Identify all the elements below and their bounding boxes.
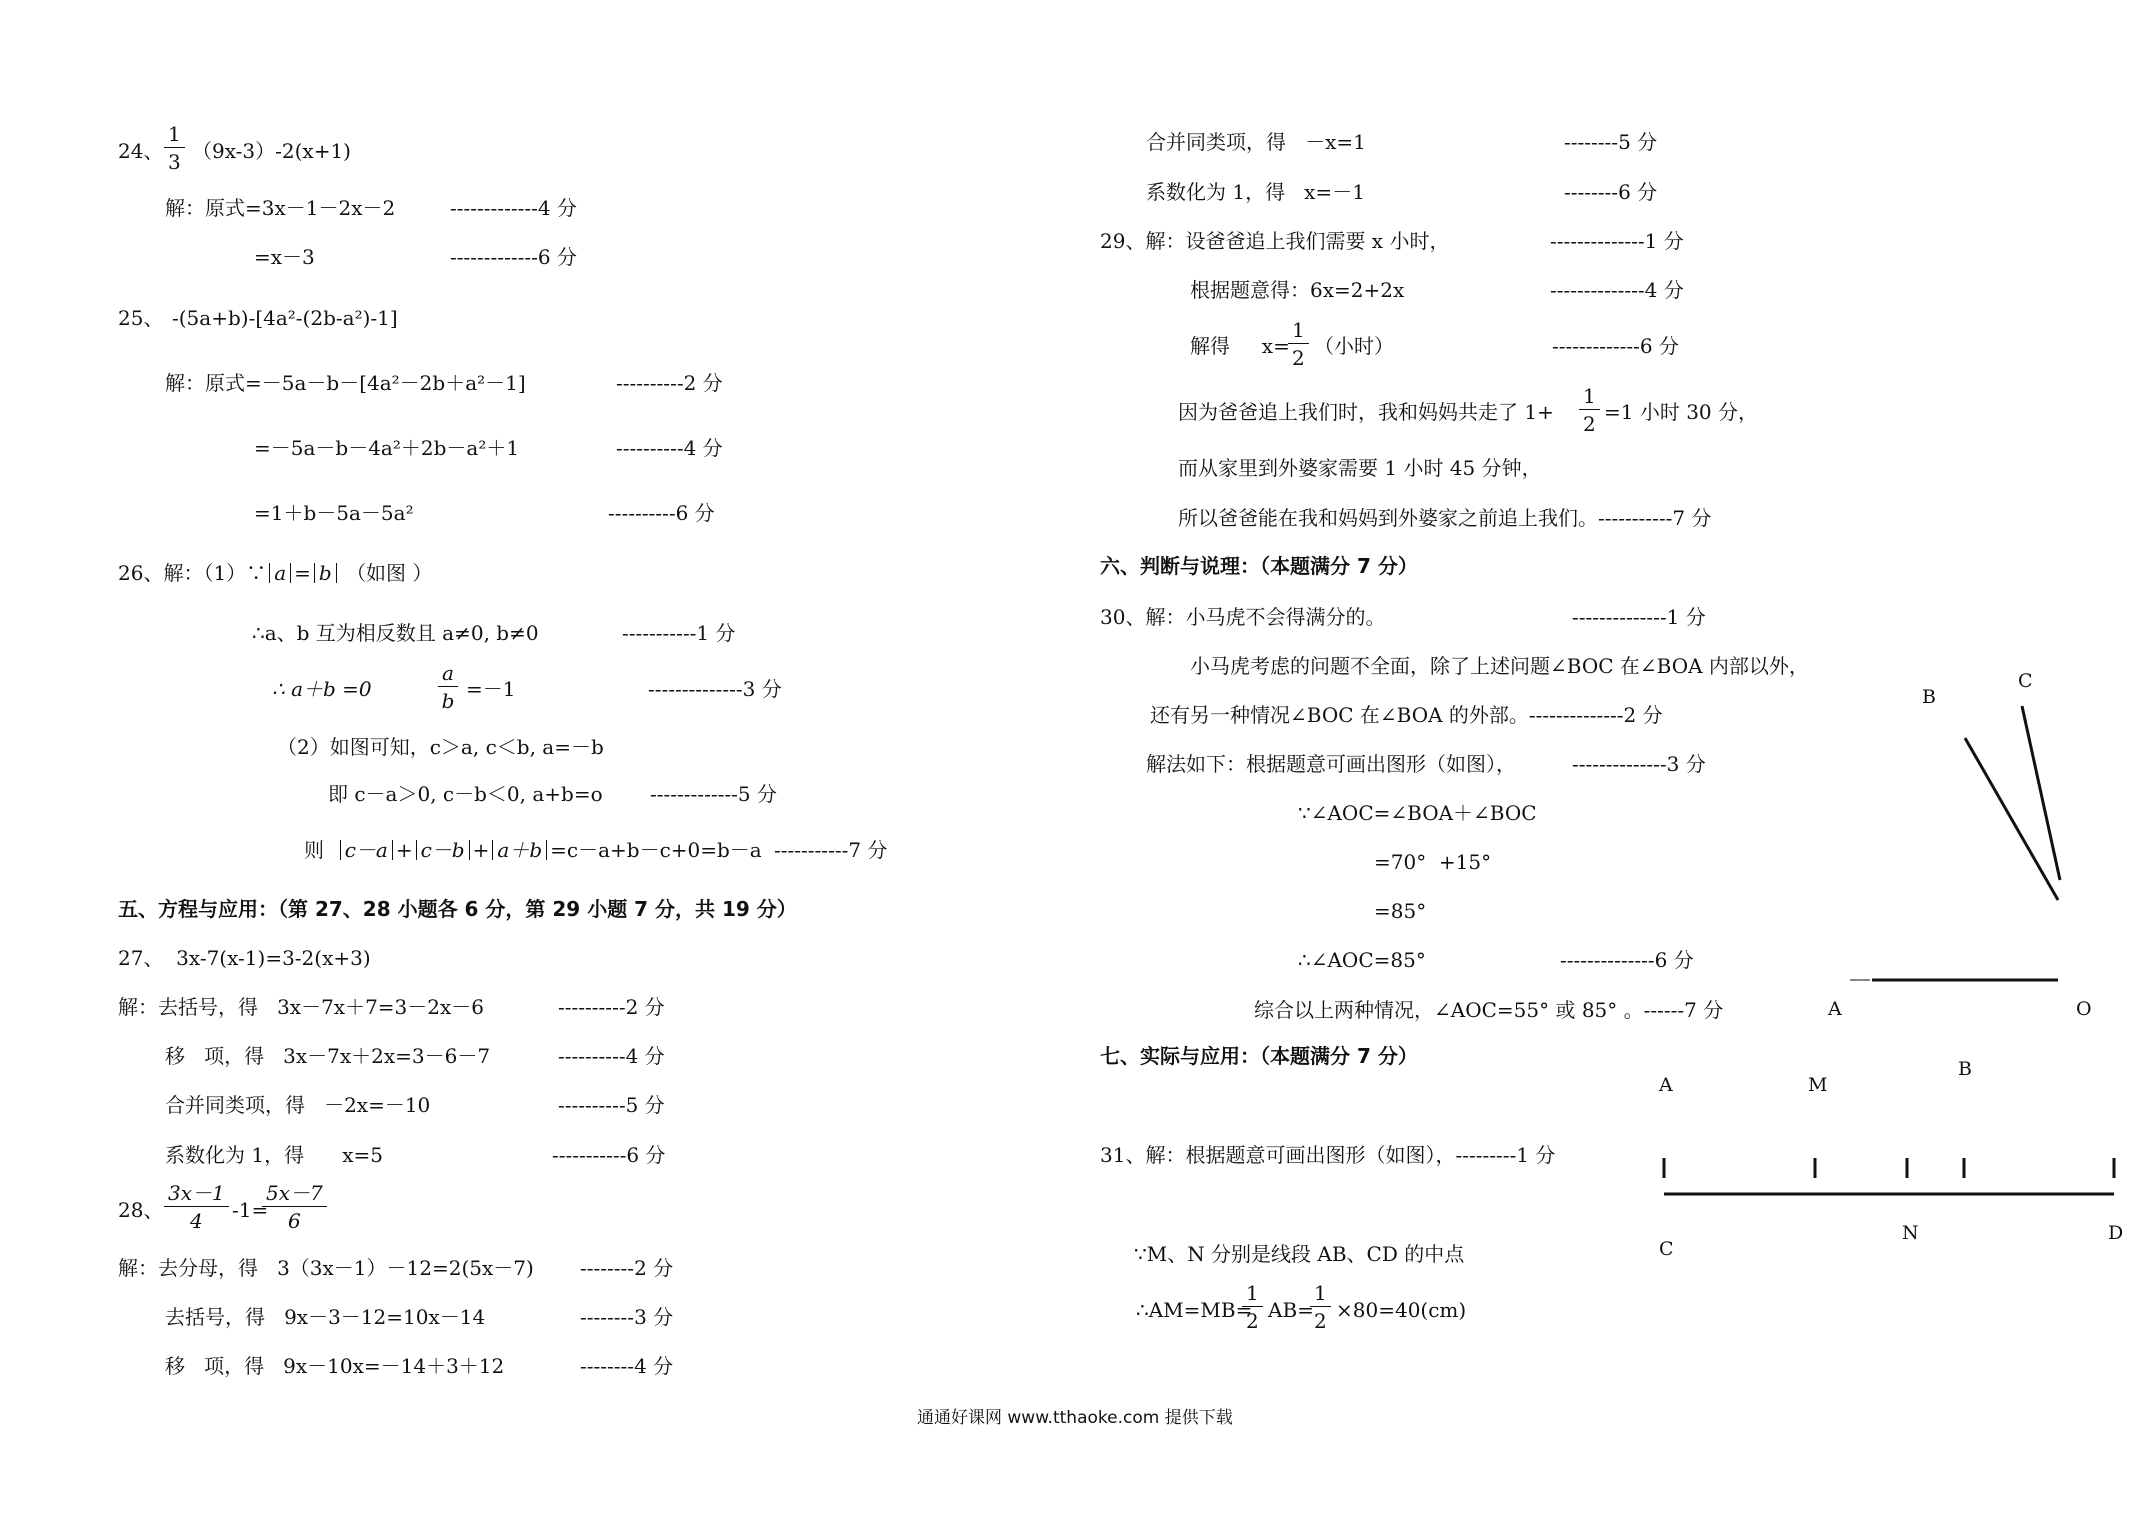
q24-frac-denominator: 3 [168,150,181,174]
q27-step-4-score: -----------6 分 [552,1143,666,1167]
q29-step-3-left: 解得 x= [1190,334,1290,358]
q29-frac-denominator: 2 [1292,346,1305,370]
abs-c-minus-a: c－a [340,840,393,860]
q25-step-3-score: ----------6 分 [608,501,715,525]
footer-credit: 通通好课网 www.tthaoke.com 提供下载 [917,1408,1233,1428]
seg-label-B: B [1958,1058,1972,1080]
q31-f2-numerator: 1 [1310,1283,1331,1307]
q29-step-1: 29、解：设爸爸追上我们需要 x 小时， [1100,229,1450,253]
q28-minus-one: -1= [232,1198,269,1222]
q26-step-3-score: -------------5 分 [650,782,777,806]
q24-expression: （9x-3）-2(x+1) [192,139,351,163]
q28-step-3: 移 项，得 9x－10x=－14＋3＋12 [165,1354,505,1378]
q28-step-4: 合并同类项，得 －x=1 [1146,130,1366,154]
q25-expression: -(5a+b)-[4a²-(2b-a²)-1] [172,306,398,330]
q29-frac-numerator: 1 [1288,320,1309,344]
q28-f2-numerator: 5x－7 [262,1183,327,1207]
q31-f1-numerator: 1 [1242,1283,1263,1307]
label-B: B [1922,686,1936,708]
abs-a: a [269,563,291,583]
q25-step-1-score: ----------2 分 [616,371,723,395]
q27-step-1-score: ----------2 分 [558,995,665,1019]
q25-step-3: =1＋b－5a－5a² [254,501,414,525]
section-5-heading: 五、方程与应用：（第 27、28 小题各 6 分，第 29 小题 7 分，共 19 分） [118,897,797,921]
q26-step-1-score: -----------1 分 [622,621,736,645]
q29-step-4-left: 因为爸爸追上我们时，我和妈妈共走了 1+ [1178,400,1554,424]
q28-step-2-score: --------3 分 [580,1305,674,1329]
seg-label-M: M [1808,1074,1828,1096]
q29-step-5: 而从家里到外婆家需要 1 小时 45 分钟， [1178,456,1542,480]
q26-step-2-right: =－1 [466,677,516,701]
q25-step-1: 解：原式=－5a－b－[4a²－2b＋a²－1] [165,371,526,395]
section-6-heading: 六、判断与说理：（本题满分 7 分） [1100,554,1418,578]
q30-step-4-score: --------------3 分 [1572,752,1706,776]
abs-a-plus-b: a＋b [492,840,547,860]
q28-f1-numerator: 3x－1 [164,1183,229,1207]
q27-step-1: 解：去括号，得 3x－7x＋7=3－2x－6 [118,995,485,1019]
q29-step-3-right: （小时） [1314,334,1394,358]
q29-step-2-score: --------------4 分 [1550,278,1684,302]
q28-step-2: 去括号，得 9x－3－12=10x－14 [165,1305,486,1329]
q29-step-4-right: =1 小时 30 分， [1604,400,1759,424]
q24-step-2-score: -------------6 分 [450,245,577,269]
q25-step-2-score: ----------4 分 [616,436,723,460]
q27-step-4: 系数化为 1，得 x=5 [165,1143,383,1167]
q31-f2-denominator: 2 [1314,1309,1327,1333]
q26-then: 则 [304,838,324,862]
q24-step-1: 解：原式=3x－1－2x－2 [165,196,396,220]
seg-label-C: C [1659,1238,1674,1260]
q28-number: 28、 [118,1198,164,1222]
q26-eq: = [294,561,311,585]
q27-expression: 27、 3x-7(x-1)=3-2(x+3) [118,946,371,970]
q27-step-3: 合并同类项，得 －2x=－10 [165,1093,431,1117]
abs-b: b [314,563,337,583]
q26-frac-numerator: a [438,663,458,687]
q28-step-5-score: --------6 分 [1564,180,1658,204]
q31-step-1: 31、解：根据题意可画出图形（如图），---------1 分 [1100,1143,1556,1167]
q25-step-2: =－5a－b－4a²＋2b－a²＋1 [254,436,520,460]
label-O: O [2076,998,2092,1020]
q30-step-6: =70° +15° [1374,850,1492,874]
seg-label-A: A [1659,1074,1673,1096]
label-A: A [1828,998,1842,1020]
q26-step-2-left: ∴ a＋b =0 [272,677,372,701]
q24-step-1-score: -------------4 分 [450,196,577,220]
q29-step-1-score: --------------1 分 [1550,229,1684,253]
q25-number: 25、 [118,306,164,330]
q26-step-3: 即 c－a＞0, c－b＜0, a+b=o [328,782,603,806]
seg-label-N: N [1902,1222,1919,1244]
seg-label-D: D [2108,1222,2124,1244]
q29-frac2-numerator: 1 [1579,386,1600,410]
q28-f1-denominator: 4 [190,1209,203,1233]
q29-frac2-denominator: 2 [1583,412,1596,436]
q26-part-2: （2）如图可知，c＞a, c＜b, a=－b [277,735,604,759]
q31-step-3-right: ×80=40(cm) [1336,1298,1467,1322]
q26-frac-denominator: b [441,689,455,713]
abs-c-minus-b: c－b [416,840,470,860]
q28-step-1-score: --------2 分 [580,1256,674,1280]
q30-step-9: 综合以上两种情况，∠AOC=55° 或 85° 。------7 分 [1254,998,1724,1022]
q28-step-1: 解：去分母，得 3（3x－1）－12=2(5x－7) [118,1256,534,1280]
q30-step-4: 解法如下：根据题意可画出图形（如图）， [1146,752,1516,776]
q27-step-2-score: ----------4 分 [558,1044,665,1068]
q26-step-1: ∴a、b 互为相反数且 a≠0, b≠0 [252,621,539,645]
q24-step-2: =x－3 [254,245,315,269]
q29-step-6: 所以爸爸能在我和妈妈到外婆家之前追上我们。-----------7 分 [1178,506,1712,530]
q24-frac-numerator: 1 [164,124,185,148]
q30-step-5: ∵∠AOC=∠BOA＋∠BOC [1298,801,1537,825]
q28-step-3-score: --------4 分 [580,1354,674,1378]
q30-step-3: 还有另一种情况∠BOC 在∠BOA 的外部。--------------2 分 [1150,703,1663,727]
q31-step-3-mid: AB= [1268,1298,1314,1322]
q28-step-4-score: --------5 分 [1564,130,1658,154]
q26-step-4-score: -----------7 分 [774,838,888,862]
label-C: C [2018,670,2033,692]
q31-step-2: ∵M、N 分别是线段 AB、CD 的中点 [1134,1242,1465,1266]
q31-f1-denominator: 2 [1246,1309,1259,1333]
section-7-heading: 七、实际与应用：（本题满分 7 分） [1100,1044,1418,1068]
q29-step-3-score: -------------6 分 [1552,334,1679,358]
q30-step-8: ∴∠AOC=85° [1298,948,1426,972]
q26-step-2-score: --------------3 分 [648,677,782,701]
q26-note: （如图 ） [346,561,433,585]
q24-number: 24、 [118,139,164,163]
q30-step-7: =85° [1374,899,1427,923]
plus-sign: + [395,838,413,862]
q30-step-1: 30、解：小马虎不会得满分的。 [1100,605,1386,629]
q31-step-3-left: ∴AM=MB= [1136,1298,1253,1322]
q26-result: =c－a+b－c+0=b－a [550,838,762,862]
q29-step-2: 根据题意得：6x=2+2x [1190,278,1405,302]
q30-step-2: 小马虎考虑的问题不全面，除了上述问题∠BOC 在∠BOA 内部以外， [1190,654,1809,678]
q27-step-2: 移 项，得 3x－7x＋2x=3－6－7 [165,1044,491,1068]
q28-step-5: 系数化为 1，得 x=－1 [1146,180,1365,204]
plus-sign: + [472,838,490,862]
q26-prefix: 26、解：（1）∵ [118,561,267,585]
q27-step-3-score: ----------5 分 [558,1093,665,1117]
q30-step-1-score: --------------1 分 [1572,605,1706,629]
q30-step-8-score: --------------6 分 [1560,948,1694,972]
q28-f2-denominator: 6 [288,1209,301,1233]
